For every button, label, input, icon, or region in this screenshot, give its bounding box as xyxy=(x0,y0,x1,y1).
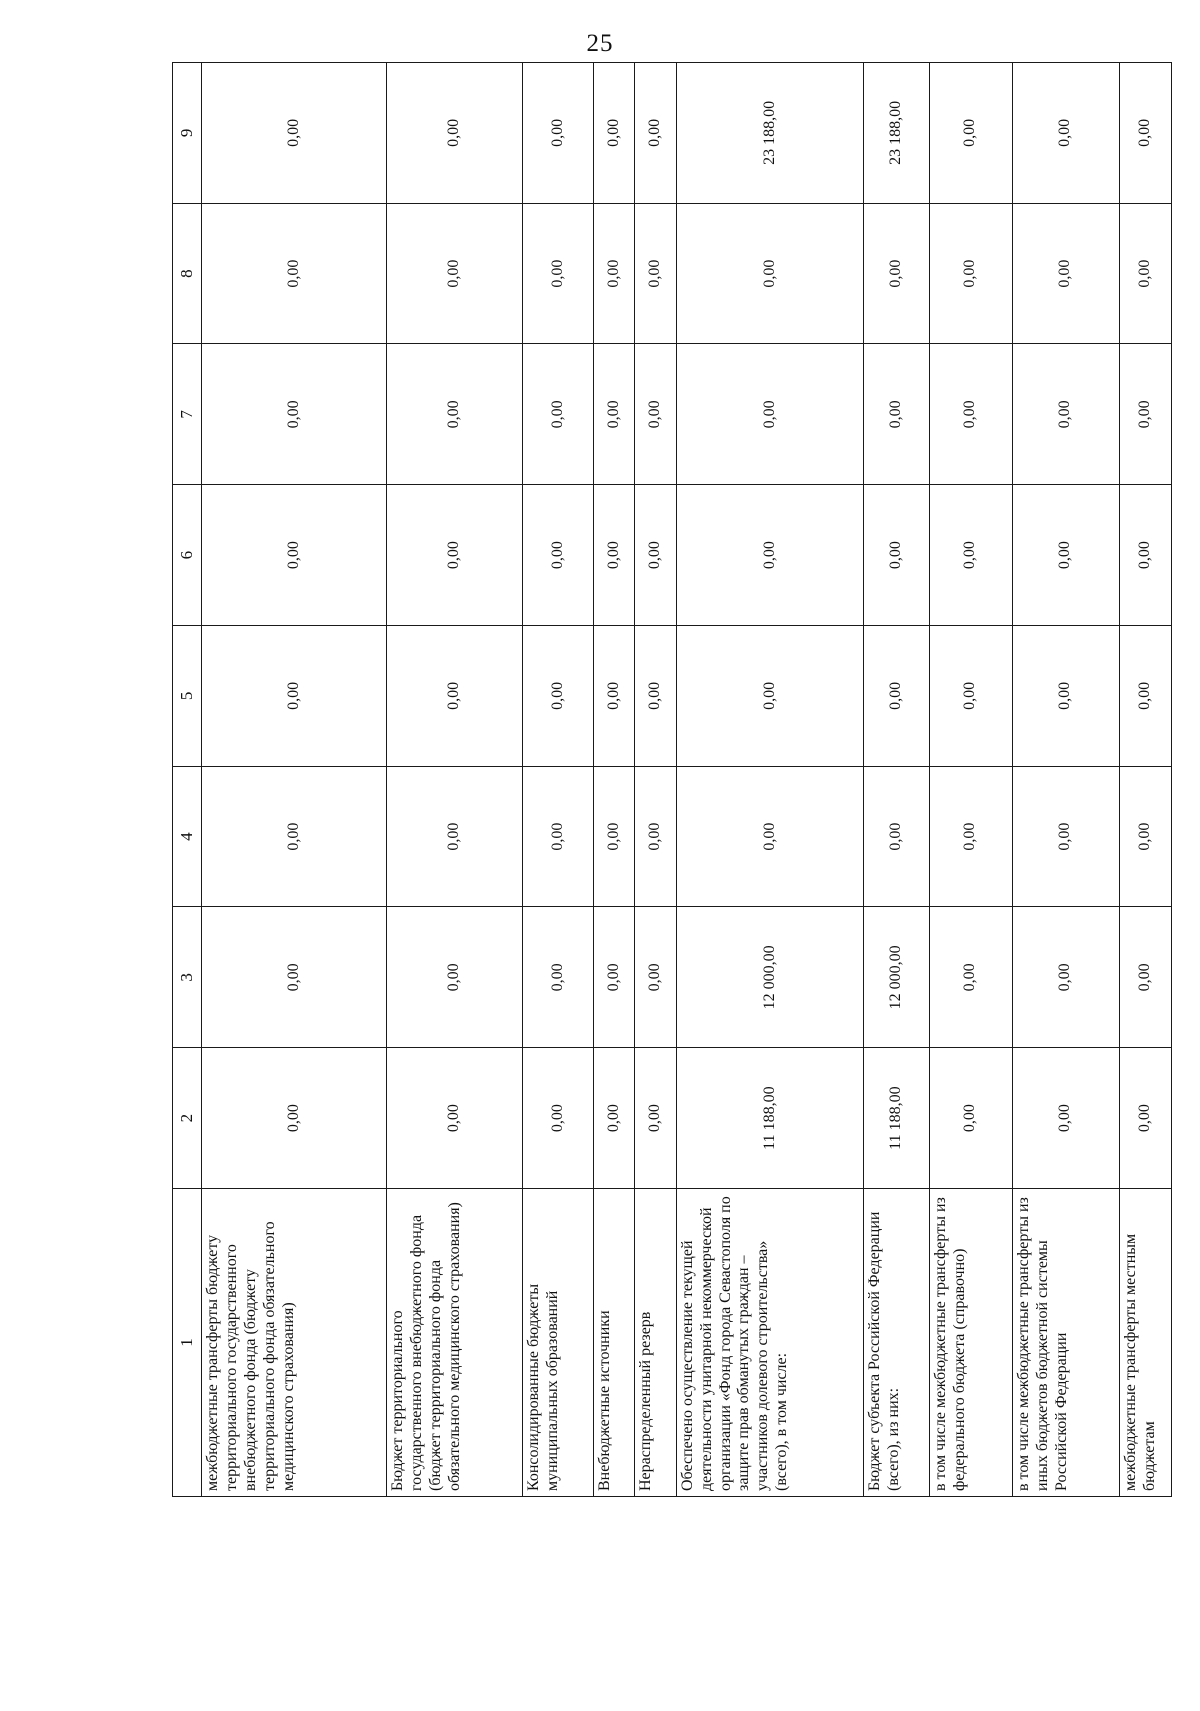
cell-value: 0,00 xyxy=(523,344,594,485)
cell-value: 0,00 xyxy=(202,907,387,1048)
cell-value: 0,00 xyxy=(930,766,1013,907)
cell-value: 0,00 xyxy=(635,203,676,344)
header-row xyxy=(173,63,202,1497)
cell-value: 0,00 xyxy=(930,485,1013,626)
cell-value: 0,00 xyxy=(864,766,930,907)
cell-value: 0,00 xyxy=(1012,907,1119,1048)
cell-value: 0,00 xyxy=(387,626,523,767)
table-row xyxy=(864,63,930,1497)
cell-value: 0,00 xyxy=(1119,1048,1171,1189)
cell-value: 12 000,00 xyxy=(864,907,930,1048)
cell-value: 0,00 xyxy=(202,626,387,767)
cell-value: 0,00 xyxy=(930,1048,1013,1189)
cell-value: 0,00 xyxy=(594,485,635,626)
cell-value: 0,00 xyxy=(635,907,676,1048)
table-row xyxy=(1119,63,1171,1497)
cell-value: 0,00 xyxy=(635,626,676,767)
column-header: 3 xyxy=(173,907,202,1048)
cell-value: 0,00 xyxy=(1012,1048,1119,1189)
cell-value: 0,00 xyxy=(930,626,1013,767)
cell-value: 0,00 xyxy=(202,485,387,626)
row-label: Нераспределенный резерв xyxy=(635,1189,676,1497)
cell-value: 0,00 xyxy=(523,1048,594,1189)
table-header xyxy=(173,63,202,1497)
cell-value: 0,00 xyxy=(676,766,863,907)
column-header: 9 xyxy=(173,63,202,204)
cell-value: 0,00 xyxy=(523,63,594,204)
cell-value: 0,00 xyxy=(676,626,863,767)
column-header: 2 xyxy=(173,1048,202,1189)
table-row xyxy=(523,63,594,1497)
column-header: 4 xyxy=(173,766,202,907)
cell-value: 11 188,00 xyxy=(864,1048,930,1189)
cell-value: 0,00 xyxy=(202,203,387,344)
table-row xyxy=(387,63,523,1497)
cell-value: 0,00 xyxy=(523,766,594,907)
cell-value: 0,00 xyxy=(387,907,523,1048)
cell-value: 0,00 xyxy=(1012,203,1119,344)
cell-value: 0,00 xyxy=(594,626,635,767)
cell-value: 0,00 xyxy=(864,203,930,344)
row-label: межбюджетные трансферты бюджету территориального государственного внебюджетного фонда (бюджету территориального фонда обязательного медицинского страхования) xyxy=(202,1189,387,1497)
cell-value: 0,00 xyxy=(635,766,676,907)
cell-value: 0,00 xyxy=(523,485,594,626)
cell-value: 0,00 xyxy=(387,1048,523,1189)
cell-value: 0,00 xyxy=(594,63,635,204)
cell-value: 0,00 xyxy=(1119,485,1171,626)
cell-value: 0,00 xyxy=(676,344,863,485)
cell-value: 23 188,00 xyxy=(864,63,930,204)
cell-value: 0,00 xyxy=(1119,766,1171,907)
cell-value: 0,00 xyxy=(594,344,635,485)
cell-value: 12 000,00 xyxy=(676,907,863,1048)
table-row xyxy=(635,63,676,1497)
cell-value: 0,00 xyxy=(1012,766,1119,907)
budget-table xyxy=(172,62,1172,1497)
cell-value: 0,00 xyxy=(1012,344,1119,485)
rotated-table-container xyxy=(172,63,1172,1497)
cell-value: 0,00 xyxy=(1012,63,1119,204)
cell-value: 0,00 xyxy=(930,907,1013,1048)
cell-value: 0,00 xyxy=(594,766,635,907)
column-header: 1 xyxy=(173,1189,202,1497)
cell-value: 0,00 xyxy=(202,766,387,907)
cell-value: 0,00 xyxy=(635,485,676,626)
cell-value: 0,00 xyxy=(202,344,387,485)
row-label: Обеспечено осуществление текущей деятельности унитарной некоммерческой организации «Фонд города Севастополя по защите прав обманутых граждан – участников долевого строительства» (всего), в том числе: xyxy=(676,1189,863,1497)
cell-value: 0,00 xyxy=(594,203,635,344)
table-row xyxy=(594,63,635,1497)
cell-value: 0,00 xyxy=(635,344,676,485)
cell-value: 0,00 xyxy=(523,907,594,1048)
cell-value: 0,00 xyxy=(1012,485,1119,626)
table-row xyxy=(930,63,1013,1497)
cell-value: 0,00 xyxy=(1119,344,1171,485)
cell-value: 0,00 xyxy=(635,63,676,204)
cell-value: 0,00 xyxy=(930,63,1013,204)
column-header: 7 xyxy=(173,344,202,485)
row-label: Консолидированные бюджеты муниципальных образований xyxy=(523,1189,594,1497)
cell-value: 23 188,00 xyxy=(676,63,863,204)
cell-value: 0,00 xyxy=(1119,63,1171,204)
column-header: 6 xyxy=(173,485,202,626)
column-header: 5 xyxy=(173,626,202,767)
cell-value: 0,00 xyxy=(387,63,523,204)
cell-value: 0,00 xyxy=(387,203,523,344)
cell-value: 0,00 xyxy=(1119,907,1171,1048)
cell-value: 0,00 xyxy=(864,344,930,485)
row-label: Внебюджетные источники xyxy=(594,1189,635,1497)
table-row xyxy=(676,63,863,1497)
cell-value: 0,00 xyxy=(930,203,1013,344)
row-label: Бюджет территориального государственного внебюджетного фонда (бюджет территориального фонда обязательного медицинского страхования) xyxy=(387,1189,523,1497)
cell-value: 0,00 xyxy=(523,203,594,344)
row-label: Бюджет субъекта Российской Федерации (всего), из них: xyxy=(864,1189,930,1497)
cell-value: 0,00 xyxy=(202,1048,387,1189)
cell-value: 0,00 xyxy=(635,1048,676,1189)
cell-value: 0,00 xyxy=(387,344,523,485)
cell-value: 0,00 xyxy=(202,63,387,204)
cell-value: 0,00 xyxy=(864,485,930,626)
cell-value: 0,00 xyxy=(930,344,1013,485)
cell-value: 0,00 xyxy=(1119,626,1171,767)
cell-value: 0,00 xyxy=(594,907,635,1048)
row-label: в том числе межбюджетные трансферты из иных бюджетов бюджетной системы Российской Федерации xyxy=(1012,1189,1119,1497)
cell-value: 0,00 xyxy=(594,1048,635,1189)
table-row xyxy=(202,63,387,1497)
cell-value: 11 188,00 xyxy=(676,1048,863,1189)
cell-value: 0,00 xyxy=(387,485,523,626)
cell-value: 0,00 xyxy=(676,203,863,344)
cell-value: 0,00 xyxy=(387,766,523,907)
table-row xyxy=(1012,63,1119,1497)
page-number: 25 xyxy=(586,30,614,57)
column-header: 8 xyxy=(173,203,202,344)
row-label: межбюджетные трансферты местным бюджетам xyxy=(1119,1189,1171,1497)
cell-value: 0,00 xyxy=(676,485,863,626)
cell-value: 0,00 xyxy=(1012,626,1119,767)
cell-value: 0,00 xyxy=(1119,203,1171,344)
table-body xyxy=(202,63,1172,1497)
cell-value: 0,00 xyxy=(864,626,930,767)
cell-value: 0,00 xyxy=(523,626,594,767)
row-label: в том числе межбюджетные трансферты из федерального бюджета (справочно) xyxy=(930,1189,1013,1497)
